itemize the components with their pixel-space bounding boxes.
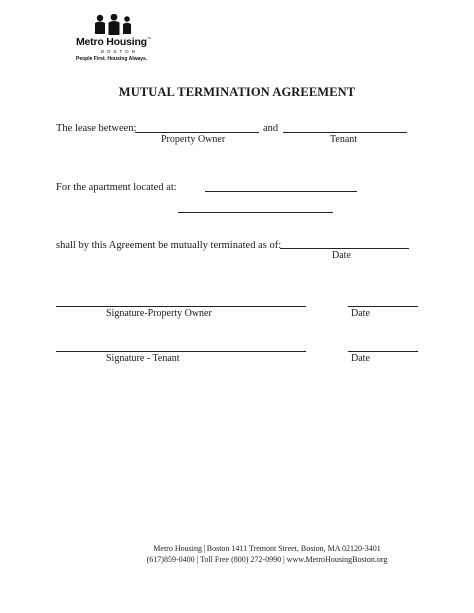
owner-signature-caption: Signature-Property Owner (106, 308, 212, 319)
logo-city: BOSTON (101, 49, 138, 54)
tenant-signature-caption: Signature - Tenant (106, 353, 180, 364)
owner-date-caption: Date (351, 308, 370, 319)
tenant-signature-line[interactable] (56, 351, 306, 352)
property-owner-line[interactable] (135, 132, 259, 133)
lease-between-label: The lease between: (56, 123, 137, 134)
owner-signature-date-line[interactable] (348, 306, 418, 307)
and-label: and (263, 123, 279, 134)
property-owner-caption: Property Owner (161, 134, 226, 145)
tenant-date-caption: Date (351, 353, 370, 364)
tenant-caption: Tenant (330, 134, 358, 145)
footer-address: Metro Housing | Boston 1411 Tremont Street, Boston, MA 02120-3401 (153, 544, 381, 553)
apartment-label: For the apartment located at: (56, 182, 177, 193)
logo-tagline: People First. Housing Always. (76, 56, 148, 62)
tenant-signature-date-line[interactable] (348, 351, 418, 352)
apartment-address-line-2[interactable] (178, 212, 333, 213)
document-title: MUTUAL TERMINATION AGREEMENT (118, 85, 356, 99)
termination-date-caption: Date (332, 250, 351, 261)
apartment-address-line-1[interactable] (205, 191, 357, 192)
tenant-line[interactable] (283, 132, 407, 133)
owner-signature-line[interactable] (56, 306, 306, 307)
termination-date-line[interactable] (280, 248, 409, 249)
footer-contact: (617)859-0400 | Toll Free (800) 272-0990 | www.MetroHousingBoston.org (146, 555, 388, 564)
family-icon (92, 14, 136, 36)
termination-label: shall by this Agreement be mutually terminated as of: (56, 240, 282, 251)
metro-housing-logo (76, 14, 156, 70)
logo-name: Metro Housing™ (76, 36, 151, 48)
